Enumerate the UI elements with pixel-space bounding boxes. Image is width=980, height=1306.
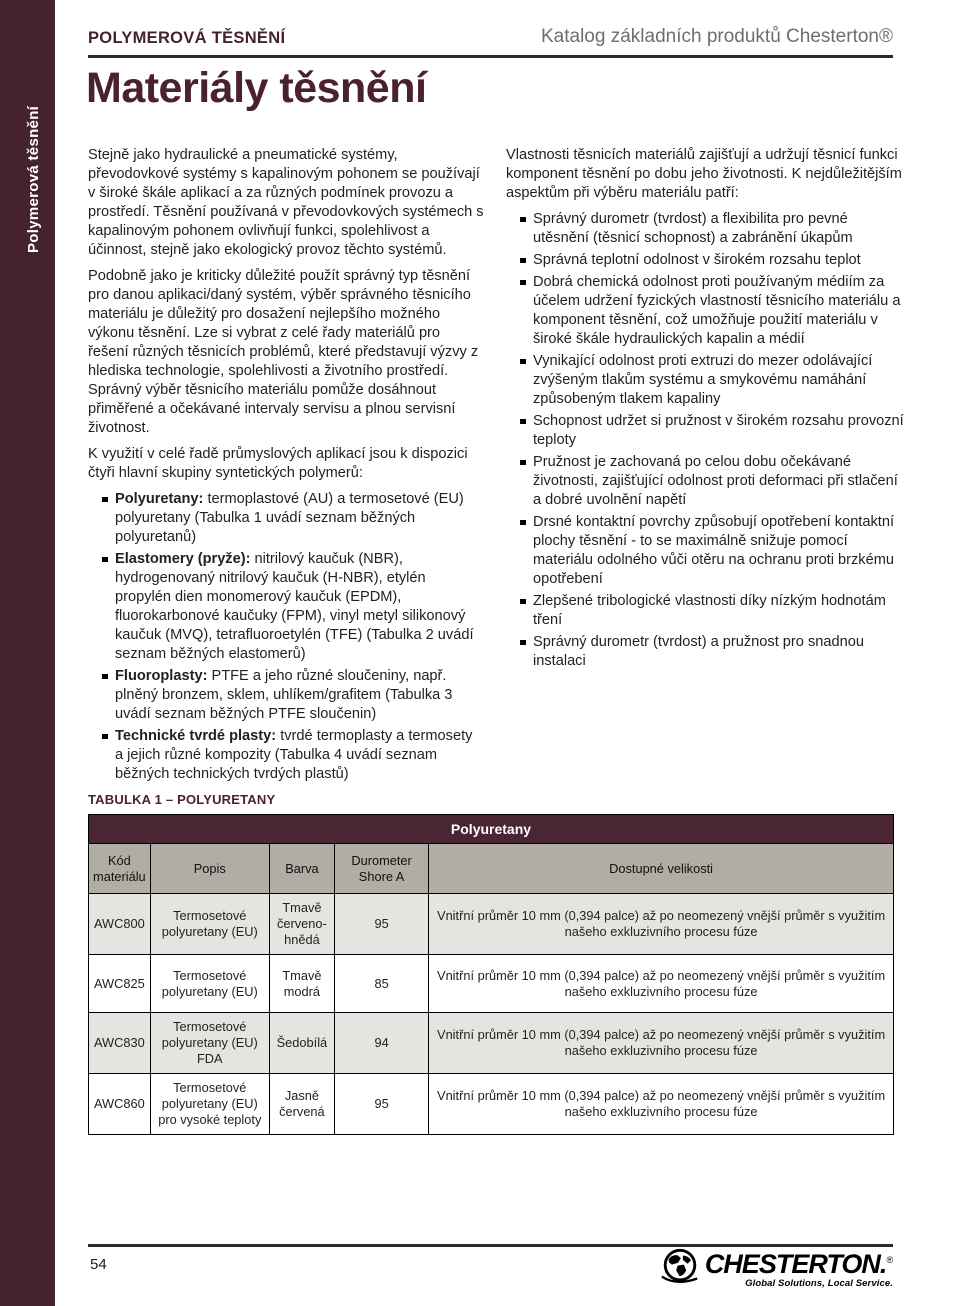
cell-material-code: AWC825	[89, 955, 151, 1013]
cell-material-code: AWC830	[89, 1013, 151, 1074]
cell-color: Tmavě červeno-hnědá	[269, 894, 334, 955]
list-item	[102, 550, 484, 664]
list-item: Dobrá chemická odolnost proti používaným médiím za účelem udržení fyzických vlastností těsnicího materiálu a komponent těsnění, což umožňuje použití materiálu v široké škále hydraulických kapalin a médií	[520, 273, 906, 349]
cell-color: Tmavě modrá	[269, 955, 334, 1013]
cell-durometer: 95	[335, 1074, 429, 1135]
catalog-title: Katalog základních produktů Chesterton®	[541, 26, 893, 47]
list-item: Zlepšené tribologické vlastnosti díky nízkým hodnotám tření	[520, 592, 906, 630]
chesterton-logo	[659, 1247, 893, 1294]
logo-text	[705, 1247, 893, 1289]
list-item: Správný durometr (tvrdost) a flexibilita pro pevné utěsnění (těsnicí schopnost) a zabránění úkapům	[520, 210, 906, 248]
paragraph: K využití v celé řadě průmyslových aplikací jsou k dispozici čtyři hlavní skupiny syntetických polymerů:	[88, 446, 468, 481]
left-column	[88, 146, 484, 787]
brand-wordmark: CHESTERTON.	[704, 1249, 887, 1279]
paragraph: Podobně jako je kriticky důležité použít správný typ těsnění pro danou aplikaci/daný systém, výběr správného těsnicího materiálu je důležitý pro dosažení nejlepšího možného výkonu těsnění. Lze si vybrat z celé řady materiálů pro řešení různých těsnicích problémů, které představují výzvy z hlediska technologie, spolehlivosti a životního prostředí. Správný výběr těsnicího materiálu pomůže dosáhnout přiměřené a očekávané intervaly servisu a plnou servisní životnost.	[88, 268, 479, 436]
globe-icon	[659, 1247, 701, 1294]
cell-color: Jasně červená	[269, 1074, 334, 1135]
list-item	[102, 667, 484, 724]
list-item	[102, 490, 484, 547]
list-item-text: termoplastové (AU) a termosetové (EU) polyuretany (Tabulka 1 uvádí seznam běžných polyuretanů)	[115, 491, 464, 545]
column-header: Durometer Shore A	[335, 844, 429, 894]
list-item: Pružnost je zachovaná po celou dobu očekávané životnosti, zajišťující odolnost proti deformaci při stlačení a dobré uvolnění napětí	[520, 453, 906, 510]
brand-name	[705, 1247, 893, 1277]
cell-material-code: AWC800	[89, 894, 151, 955]
cell-available-sizes: Vnitřní průměr 10 mm (0,394 palce) až po neomezený vnější průměr s využitím našeho exkluzivního procesu fúze	[429, 1074, 894, 1135]
list-item	[102, 727, 484, 784]
table-group-header: Polyuretany	[89, 815, 894, 844]
cell-description: Termosetové polyuretany (EU) pro vysoké teploty	[150, 1074, 269, 1135]
section-side-tab	[0, 0, 55, 1306]
list-item-lead: Technické tvrdé plasty:	[115, 728, 277, 744]
cell-description: Termosetové polyuretany (EU) FDA	[150, 1013, 269, 1074]
column-header: Dostupné velikosti	[429, 844, 894, 894]
material-properties-list	[506, 210, 906, 671]
paragraph: Stejně jako hydraulické a pneumatické systémy, převodovkové systémy s kapalinovým pohonem se používají v široké škále aplikací a za různých podmínek provozu a prostředí. Těsnění používaná v převodovkových systémech s kapalinovým pohonem ovlivňují funkci, spolehlivost a účinnost, stejně jako ekologický provoz těchto systémů.	[88, 147, 484, 258]
cell-available-sizes: Vnitřní průměr 10 mm (0,394 palce) až po neomezený vnější průměr s využitím našeho exkluzivního procesu fúze	[429, 955, 894, 1013]
body-columns	[88, 146, 906, 787]
polymer-groups-list	[88, 490, 484, 784]
cell-durometer: 85	[335, 955, 429, 1013]
cell-color: Šedobílá	[269, 1013, 334, 1074]
right-column	[506, 146, 906, 787]
list-item-text: tvrdé termoplasty a termosety a jejich různé kompozity (Tabulka 4 uvádí seznam běžných technických tvrdých plastů)	[115, 728, 473, 782]
cell-durometer: 95	[335, 894, 429, 955]
list-item: Správná teplotní odolnost v širokém rozsahu teplot	[520, 251, 906, 270]
table-row	[89, 1013, 894, 1074]
list-item-lead: Polyuretany:	[115, 491, 204, 507]
table-group-header-row	[89, 815, 894, 844]
registered-mark: ®	[886, 1255, 893, 1265]
list-item: Schopnost udržet si pružnost v širokém rozsahu provozní teploty	[520, 412, 906, 450]
list-item: Vynikající odolnost proti extruzi do mezer odolávající zvýšeným tlakům systému a smykovému namáhání způsobeným tlakem kapaliny	[520, 352, 906, 409]
list-item-lead: Fluoroplasty:	[115, 668, 208, 684]
brand-tagline: Global Solutions, Local Service.	[745, 1278, 893, 1289]
polyurethane-table	[88, 814, 894, 1135]
column-header: Kód materiálu	[89, 844, 151, 894]
section-title: POLYMEROVÁ TĚSNĚNÍ	[88, 29, 286, 47]
page-title: Materiály těsnění	[86, 64, 427, 112]
cell-material-code: AWC860	[89, 1074, 151, 1135]
list-item-text: nitrilový kaučuk (NBR), hydrogenovaný nitrilový kaučuk (H-NBR), etylén propylén dien monomerový kaučuk (EPDM), fluorokarbonové kaučuky (FPM), vinyl metyl silikonový kaučuk (MVQ), tetrafluoroetylén (TFE) (Tabulka 2 uvádí seznam běžných elastomerů)	[115, 551, 474, 662]
list-item: Drsné kontaktní povrchy způsobují opotřebení kontaktní plochy těsnění - to se maximálně snižuje pomocí materiálu odolného vůči otěru na ochranu proti brzkému opotřebení	[520, 513, 906, 589]
column-header: Barva	[269, 844, 334, 894]
cell-description: Termosetové polyuretany (EU)	[150, 894, 269, 955]
page-number: 54	[90, 1256, 107, 1273]
paragraph: Vlastnosti těsnicích materiálů zajišťují a udržují těsnicí funkci komponent těsnění po dobu jeho životnosti. K nejdůležitějším aspektům při výběru materiálu patří:	[506, 147, 902, 201]
header-rule	[88, 55, 893, 58]
list-item: Správný durometr (tvrdost) a pružnost pro snadnou instalaci	[520, 633, 906, 671]
polyurethane-table-section	[88, 792, 894, 1135]
table-row	[89, 894, 894, 955]
table-row	[89, 955, 894, 1013]
cell-available-sizes: Vnitřní průměr 10 mm (0,394 palce) až po neomezený vnější průměr s využitím našeho exkluzivního procesu fúze	[429, 1013, 894, 1074]
cell-description: Termosetové polyuretany (EU)	[150, 955, 269, 1013]
table-row	[89, 1074, 894, 1135]
table-caption: TABULKA 1 – POLYURETANY	[88, 792, 276, 807]
cell-available-sizes: Vnitřní průměr 10 mm (0,394 palce) až po neomezený vnější průměr s využitím našeho exkluzivního procesu fúze	[429, 894, 894, 955]
cell-durometer: 94	[335, 1013, 429, 1074]
side-tab-label: Polymerová těsnění	[25, 105, 42, 253]
list-item-lead: Elastomery (pryže):	[115, 551, 251, 567]
list-item-text: PTFE a jeho různé sloučeniny, např. plněný bronzem, sklem, uhlíkem/grafitem (Tabulka 3 uvádí seznam běžných PTFE sloučenin)	[115, 668, 453, 722]
table-column-header-row	[89, 844, 894, 894]
page-header	[88, 26, 893, 48]
column-header: Popis	[150, 844, 269, 894]
